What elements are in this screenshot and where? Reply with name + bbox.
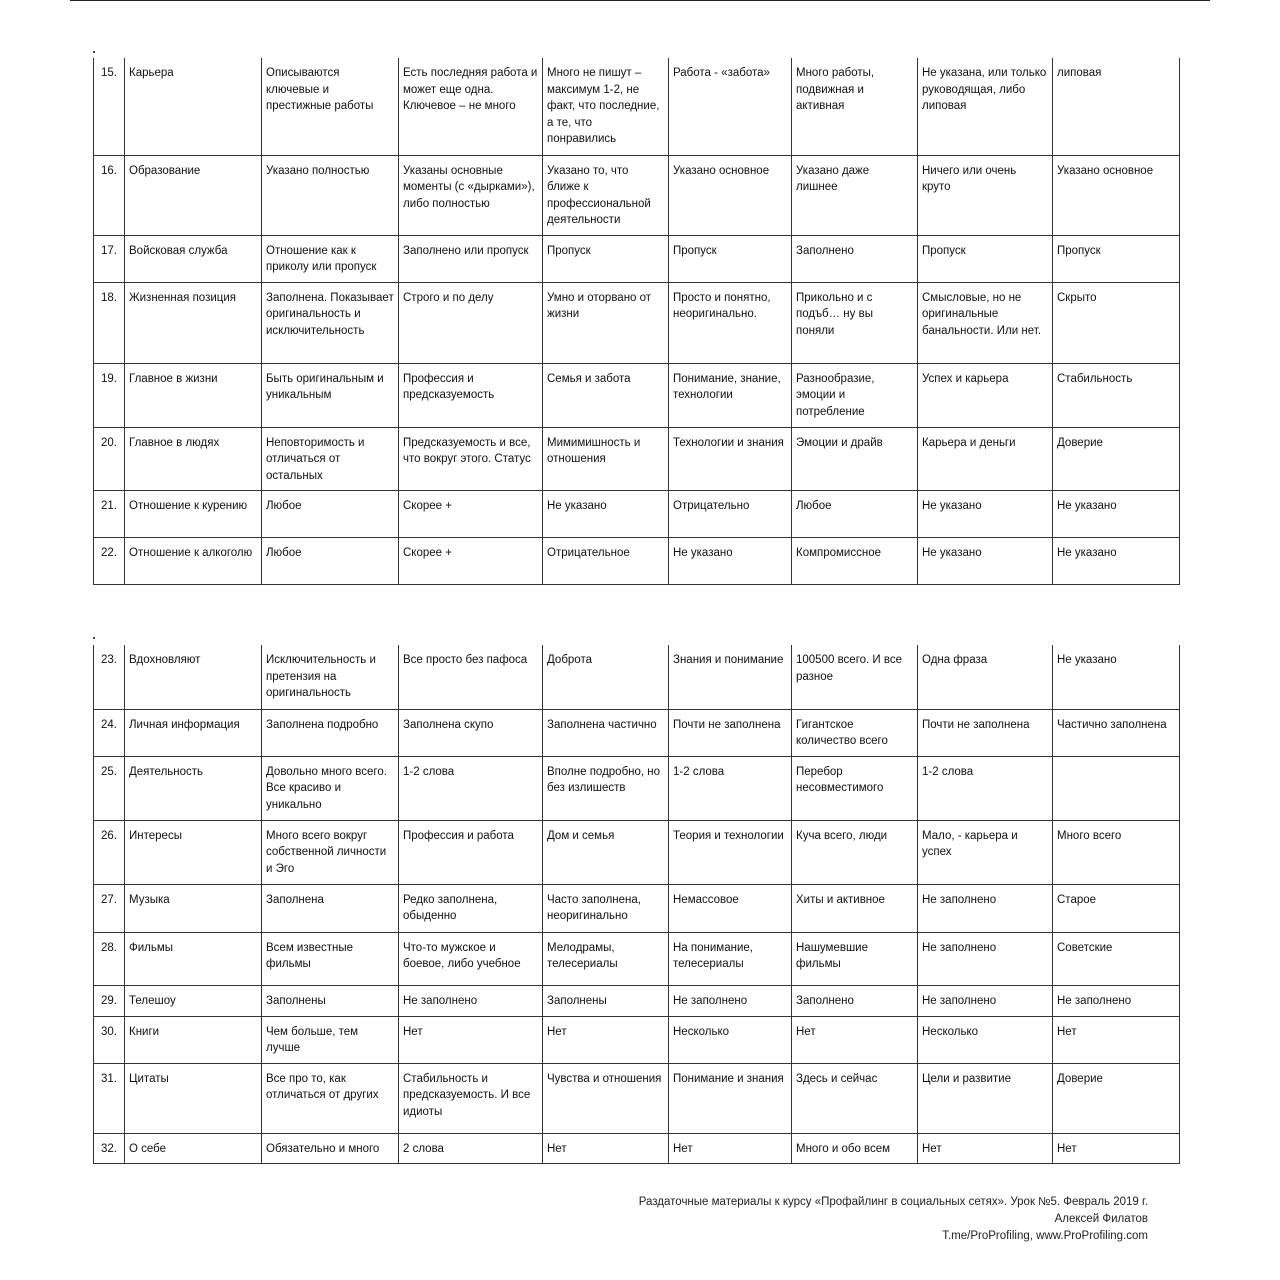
table-cell: липовая (1053, 58, 1180, 155)
table-cell: Доверие (1053, 1063, 1180, 1133)
table-cell: Почти не заполнена (669, 709, 792, 756)
table-cell: Нет (918, 1133, 1053, 1163)
row-number: 22. (94, 537, 125, 584)
table-cell: Компромиссное (792, 537, 918, 584)
table-cell: Не указана, или только руководящая, либо липовая (918, 58, 1053, 155)
table-cell: Цели и развитие (918, 1063, 1053, 1133)
row-title: Образование (125, 155, 262, 235)
table-cell: Нашумевшие фильмы (792, 932, 918, 985)
table-cell: Советские (1053, 932, 1180, 985)
row-title: Книги (125, 1016, 262, 1063)
row-number: 23. (94, 645, 125, 709)
table-cell: Указано основное (669, 155, 792, 235)
row-number: 30. (94, 1016, 125, 1063)
table-cell: Карьера и деньги (918, 427, 1053, 490)
table-row (94, 756, 1180, 820)
row-number: 26. (94, 820, 125, 884)
table-cell: Работа - «забота» (669, 58, 792, 155)
table-cell: Теория и технологии (669, 820, 792, 884)
table-cell: Заполнена (262, 884, 399, 932)
table-cell: Указаны основные моменты (с «дырками»), либо полностью (399, 155, 543, 235)
row-number: 31. (94, 1063, 125, 1133)
table-cell: Доверие (1053, 427, 1180, 490)
table-cell: Просто и понятно, неоригинально. (669, 282, 792, 363)
row-number: 16. (94, 155, 125, 235)
table-row (94, 235, 1180, 282)
table-cell: Много и обо всем (792, 1133, 918, 1163)
row-title: Отношение к курению (125, 490, 262, 537)
table-row (94, 490, 1180, 537)
table-cell: Заполнена. Показывает оригинальность и исключительность (262, 282, 399, 363)
table-cell: Ничего или очень круто (918, 155, 1053, 235)
table-cell: Указано то, что ближе к профессиональной деятельности (543, 155, 669, 235)
table-cell: Любое (792, 490, 918, 537)
row-number: 18. (94, 282, 125, 363)
table-cell: Не заполнено (669, 985, 792, 1016)
table-cell: Заполнена частично (543, 709, 669, 756)
table-cell: Одна фраза (918, 645, 1053, 709)
table-cell: Гигантское количество всего (792, 709, 918, 756)
table-cell: Все про то, как отличаться от других (262, 1063, 399, 1133)
table-cell: Заполнены (262, 985, 399, 1016)
profile-table-part-2 (93, 645, 1180, 1164)
table-row (94, 537, 1180, 584)
footer-links: T.me/ProProfiling, www.ProProfiling.com (942, 1230, 1148, 1242)
row-number: 17. (94, 235, 125, 282)
table-cell: 1-2 слова (669, 756, 792, 820)
table-cell: Заполнена подробно (262, 709, 399, 756)
table-cell: Довольно много всего. Все красиво и уникально (262, 756, 399, 820)
table-cell: Несколько (918, 1016, 1053, 1063)
table-cell: Стабильность (1053, 363, 1180, 427)
table-cell: Часто заполнена, неоригинально (543, 884, 669, 932)
row-number: 20. (94, 427, 125, 490)
table-row (94, 1133, 1180, 1163)
table-cell: Много не пишут – максимум 1-2, не факт, что последние, а те, что понравились (543, 58, 669, 155)
table-cell: Заполнены (543, 985, 669, 1016)
row-title: Жизненная позиция (125, 282, 262, 363)
table-cell: Мелодрамы, телесериалы (543, 932, 669, 985)
table-cell: Быть оригинальным и уникальным (262, 363, 399, 427)
table-cell: Нет (1053, 1016, 1180, 1063)
table-cell: Не указано (918, 490, 1053, 537)
table-cell: Заполнено (792, 235, 918, 282)
row-number: 28. (94, 932, 125, 985)
table-cell: Заполнено или пропуск (399, 235, 543, 282)
table-cell: Исключительность и претензия на оригинальность (262, 645, 399, 709)
table-cell: Понимание, знание, технологии (669, 363, 792, 427)
row-number: 21. (94, 490, 125, 537)
table-cell: На понимание, телесериалы (669, 932, 792, 985)
table-cell: Неповторимость и отличаться от остальных (262, 427, 399, 490)
table-cell: Смысловые, но не оригинальные банальности. Или нет. (918, 282, 1053, 363)
table-cell: Профессия и работа (399, 820, 543, 884)
table-cell: Почти не заполнена (918, 709, 1053, 756)
table-cell: 1-2 слова (918, 756, 1053, 820)
table-cell: Успех и карьера (918, 363, 1053, 427)
footer-course-line: Раздаточные материалы к курсу «Профайлинг в социальных сетях». Урок №5. Февраль 2019 г. (638, 1196, 1148, 1208)
table-cell: Технологии и знания (669, 427, 792, 490)
table-cell: Пропуск (1053, 235, 1180, 282)
page-mark (93, 637, 95, 639)
table-cell: Прикольно и с подъб… ну вы поняли (792, 282, 918, 363)
row-title: Телешоу (125, 985, 262, 1016)
table-cell: Семья и забота (543, 363, 669, 427)
table-cell: 100500 всего. И все разное (792, 645, 918, 709)
table-row (94, 645, 1180, 709)
table-cell: Профессия и предсказуемость (399, 363, 543, 427)
row-number: 27. (94, 884, 125, 932)
table-cell: Не указано (1053, 490, 1180, 537)
table-cell: Эмоции и драйв (792, 427, 918, 490)
table-cell: Не указано (669, 537, 792, 584)
table-cell: Хиты и активное (792, 884, 918, 932)
row-title: Вдохновляют (125, 645, 262, 709)
table-cell: Отрицательное (543, 537, 669, 584)
table-row (94, 709, 1180, 756)
table-cell: Чувства и отношения (543, 1063, 669, 1133)
table-cell: Редко заполнена, обыденно (399, 884, 543, 932)
table-row (94, 155, 1180, 235)
table-cell: Пропуск (669, 235, 792, 282)
table-cell: Указано полностью (262, 155, 399, 235)
table-cell: Много всего (1053, 820, 1180, 884)
table-cell: Разнообразие, эмоции и потребление (792, 363, 918, 427)
table-cell: Скорее + (399, 537, 543, 584)
table-cell: Нет (669, 1133, 792, 1163)
table-row (94, 282, 1180, 363)
row-title: Войсковая служба (125, 235, 262, 282)
table-row (94, 1016, 1180, 1063)
table-cell: Чем больше, тем лучше (262, 1016, 399, 1063)
table-cell: Нет (543, 1133, 669, 1163)
row-title: Фильмы (125, 932, 262, 985)
table-cell: Отрицательно (669, 490, 792, 537)
row-title: Цитаты (125, 1063, 262, 1133)
footer-author: Алексей Филатов (1054, 1213, 1148, 1225)
row-title: Карьера (125, 58, 262, 155)
table-cell: Умно и оторвано от жизни (543, 282, 669, 363)
table-cell: Не указано (918, 537, 1053, 584)
table-cell: Скрыто (1053, 282, 1180, 363)
row-title: Отношение к алкоголю (125, 537, 262, 584)
table-cell: Отношение как к приколу или пропуск (262, 235, 399, 282)
table-cell: Понимание и знания (669, 1063, 792, 1133)
row-number: 29. (94, 985, 125, 1016)
table-cell: Обязательно и много (262, 1133, 399, 1163)
table-cell: Нет (792, 1016, 918, 1063)
top-rule (70, 0, 1210, 1)
row-title: Главное в жизни (125, 363, 262, 427)
table-cell: Не заполнено (399, 985, 543, 1016)
table-cell: Не заполнено (1053, 985, 1180, 1016)
row-title: Главное в людях (125, 427, 262, 490)
table-cell: Любое (262, 537, 399, 584)
row-number: 19. (94, 363, 125, 427)
table-cell: Знания и понимание (669, 645, 792, 709)
table-cell: Всем известные фильмы (262, 932, 399, 985)
table-cell: Нет (399, 1016, 543, 1063)
table-cell: Здесь и сейчас (792, 1063, 918, 1133)
table-cell: Предсказуемость и все, что вокруг этого. Статус (399, 427, 543, 490)
table-row (94, 58, 1180, 155)
table-cell: Не указано (543, 490, 669, 537)
table-cell: Все просто без пафоса (399, 645, 543, 709)
profile-table-part-1 (93, 58, 1180, 585)
table-cell: Не заполнено (918, 932, 1053, 985)
table-cell: Заполнена скупо (399, 709, 543, 756)
row-number: 25. (94, 756, 125, 820)
table-cell (1053, 756, 1180, 820)
table-cell: Пропуск (543, 235, 669, 282)
row-number: 32. (94, 1133, 125, 1163)
page-mark (93, 51, 95, 53)
table-cell: Нет (1053, 1133, 1180, 1163)
row-title: Деятельность (125, 756, 262, 820)
table-cell: Пропуск (918, 235, 1053, 282)
table-cell: Заполнено (792, 985, 918, 1016)
table-row (94, 427, 1180, 490)
table-cell: Указано основное (1053, 155, 1180, 235)
table-row (94, 985, 1180, 1016)
table-cell: Не указано (1053, 645, 1180, 709)
row-title: О себе (125, 1133, 262, 1163)
table-row (94, 1063, 1180, 1133)
row-title: Интересы (125, 820, 262, 884)
row-title: Музыка (125, 884, 262, 932)
table-cell: Стабильность и предсказуемость. И все идиоты (399, 1063, 543, 1133)
table-cell: Не заполнено (918, 985, 1053, 1016)
table-cell: Несколько (669, 1016, 792, 1063)
table-cell: Мало, - карьера и успех (918, 820, 1053, 884)
table-row (94, 820, 1180, 884)
table-cell: 2 слова (399, 1133, 543, 1163)
table-row (94, 884, 1180, 932)
table-cell: Не заполнено (918, 884, 1053, 932)
table-cell: Немассовое (669, 884, 792, 932)
row-title: Личная информация (125, 709, 262, 756)
row-number: 24. (94, 709, 125, 756)
table-cell: Есть последняя работа и может еще одна. Ключевое – не много (399, 58, 543, 155)
table-cell: Куча всего, люди (792, 820, 918, 884)
table-cell: Мимимишность и отношения (543, 427, 669, 490)
table-cell: Вполне подробно, но без излишеств (543, 756, 669, 820)
table-cell: Скорее + (399, 490, 543, 537)
table-cell: Частично заполнена (1053, 709, 1180, 756)
table-cell: Что-то мужское и боевое, либо учебное (399, 932, 543, 985)
row-number: 15. (94, 58, 125, 155)
table-cell: Описываются ключевые и престижные работы (262, 58, 399, 155)
table-row (94, 363, 1180, 427)
table-row (94, 932, 1180, 985)
table-cell: Нет (543, 1016, 669, 1063)
table-cell: Любое (262, 490, 399, 537)
table-cell: Строго и по делу (399, 282, 543, 363)
table-cell: Не указано (1053, 537, 1180, 584)
table-cell: Дом и семья (543, 820, 669, 884)
footer-credits (639, 1194, 1148, 1245)
table-cell: 1-2 слова (399, 756, 543, 820)
table-cell: Доброта (543, 645, 669, 709)
table-cell: Старое (1053, 884, 1180, 932)
table-cell: Много работы, подвижная и активная (792, 58, 918, 155)
table-cell: Указано даже лишнее (792, 155, 918, 235)
table-cell: Перебор несовместимого (792, 756, 918, 820)
table-cell: Много всего вокруг собственной личности и Эго (262, 820, 399, 884)
